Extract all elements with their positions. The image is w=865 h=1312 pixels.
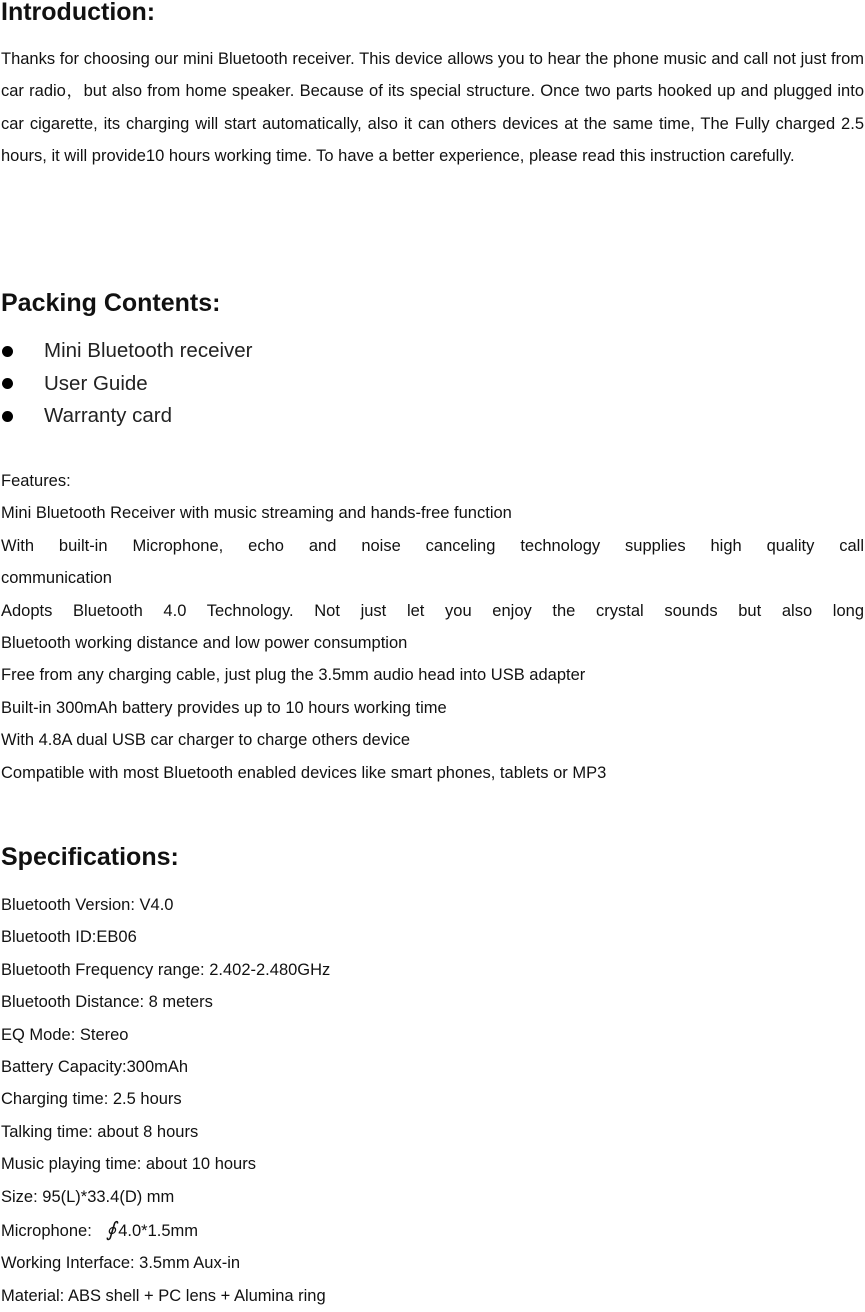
spec-line: Material: ABS shell + PC lens + Alumina ring xyxy=(1,1286,326,1305)
spec-line: Music playing time: about 10 hours xyxy=(1,1155,256,1174)
intro-heading: Introduction: xyxy=(1,0,156,26)
feature-line: With 4.8A dual USB car charger to charge others device xyxy=(1,731,411,750)
feature-line: With built-in Microphone, echo and noise canceling technology supplies high quality call xyxy=(1,536,864,555)
spec-line: Bluetooth Frequency range: 2.402-2.480GHz xyxy=(1,960,331,979)
spec-line: Working Interface: 3.5mm Aux-in xyxy=(1,1254,241,1273)
spec-line: EQ Mode: Stereo xyxy=(1,1025,129,1044)
intro-paragraph: Thanks for choosing our mini Bluetooth receiver. This device allows you to hear the phone music and call not just from car radio，but also from home speaker. Because of its special structure. Once two parts hooked up and plugged into car cigarette, its charging will start automatically, also it can others devices at the same time, The Fully charged 2.5 hours, it will provide10 hours working time. To have a better experience, please read this instruction carefully. xyxy=(1,50,864,166)
feature-line: Adopts Bluetooth 4.0 Technology. Not just let you enjoy the crystal sounds but also long xyxy=(1,601,864,620)
spec-line-microphone xyxy=(1,1213,864,1247)
spec-line: Battery Capacity:300mAh xyxy=(1,1058,189,1077)
list-item xyxy=(1,335,253,368)
features-section xyxy=(1,465,864,789)
feature-line: Mini Bluetooth Receiver with music streaming and hands-free function xyxy=(1,504,512,523)
packing-list xyxy=(1,335,253,433)
specs-heading: Specifications: xyxy=(1,843,179,871)
spec-line: Charging time: 2.5 hours xyxy=(1,1090,182,1109)
list-item xyxy=(1,400,253,433)
specs-section xyxy=(1,889,864,1312)
feature-line: communication xyxy=(1,569,112,588)
packing-item-label: Warranty card xyxy=(44,404,172,427)
spec-line: Bluetooth ID:EB06 xyxy=(1,928,137,947)
packing-item-label: Mini Bluetooth receiver xyxy=(44,339,253,362)
bullet-icon xyxy=(2,411,13,422)
packing-heading: Packing Contents: xyxy=(1,289,221,317)
bullet-icon xyxy=(2,346,13,357)
spec-line: Bluetooth Distance: 8 meters xyxy=(1,993,213,1012)
microphone-value: 4.0*1.5mm xyxy=(118,1222,199,1241)
spec-line: Size: 95(L)*33.4(D) mm xyxy=(1,1187,175,1206)
packing-item-label: User Guide xyxy=(44,371,148,395)
list-item xyxy=(1,368,253,401)
diameter-symbol: ∮ xyxy=(105,1217,117,1242)
feature-line: Compatible with most Bluetooth enabled devices like smart phones, tablets or MP3 xyxy=(1,763,607,782)
microphone-label: Microphone: xyxy=(1,1222,92,1241)
bullet-icon xyxy=(2,378,13,389)
features-label: Features: xyxy=(1,472,71,490)
spec-line: Talking time: about 8 hours xyxy=(1,1122,199,1141)
spec-line: Bluetooth Version: V4.0 xyxy=(1,896,174,914)
feature-line: Free from any charging cable, just plug the 3.5mm audio head into USB adapter xyxy=(1,666,586,685)
feature-line: Built-in 300mAh battery provides up to 10 hours working time xyxy=(1,698,447,717)
feature-line: Bluetooth working distance and low power consumption xyxy=(1,634,408,653)
